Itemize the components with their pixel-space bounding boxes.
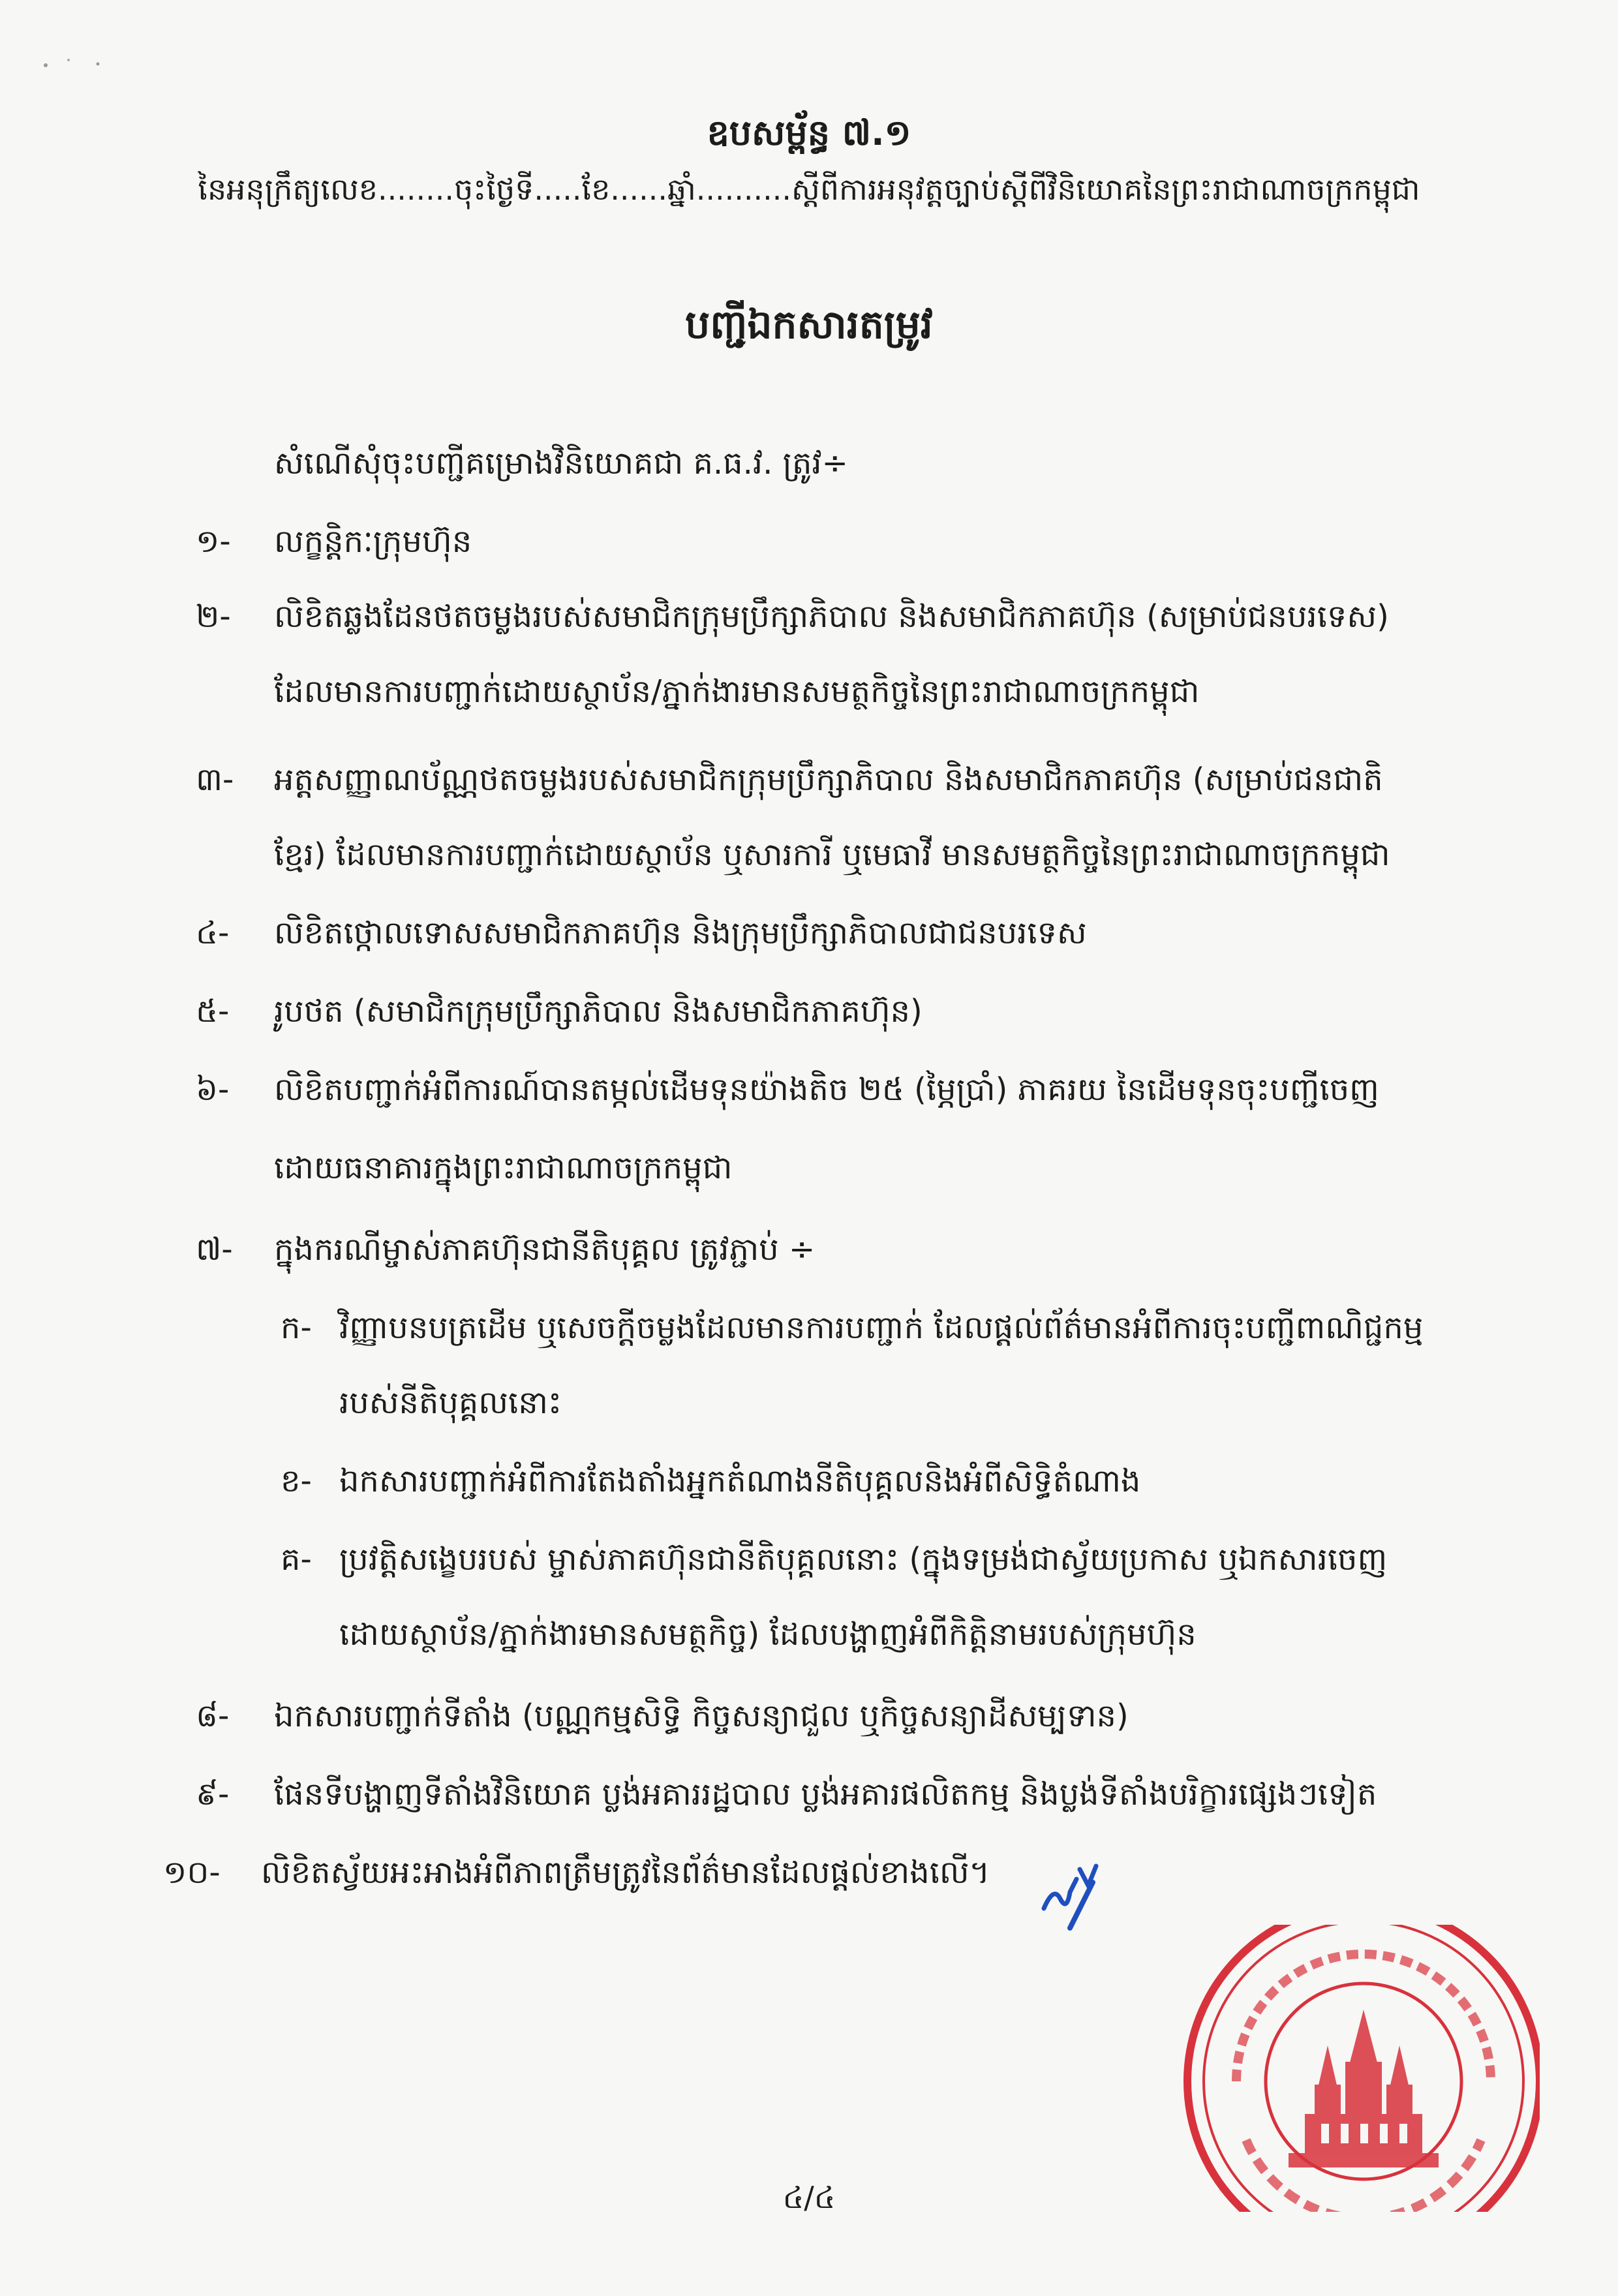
item-number: ៦- [196,1071,230,1108]
item-number: ១០- [163,1854,221,1891]
sub-item-number: ក- [281,1309,312,1346]
sub-item-number: គ- [281,1541,312,1578]
item-number: ២- [196,598,231,635]
item-text: លិខិតបញ្ជាក់អំពីការណ៍បានតម្កល់ដើមទុនយ៉ាងតិច ២៥ (ម្ភៃប្រាំ) ភាគរយ នៃដើមទុនចុះបញ្ជីចេញ [274,1071,1379,1108]
item-text: លិខិតថ្កោលទោសសមាជិកភាគហ៊ុន និងក្រុមប្រឹក្សាភិបាលជាជនបរទេស [274,915,1087,951]
item-text: ក្នុងករណីម្ចាស់ភាគហ៊ុនជានីតិបុគ្គល ត្រូវភ្ជាប់ ÷ [274,1231,816,1268]
item-number: ៨- [196,1698,230,1734]
item-text: អត្តសញ្ញាណប័ណ្ណថតចម្លងរបស់សមាជិកក្រុមប្រឹក្សាភិបាល និងសមាជិកភាគហ៊ុន (សម្រាប់ជនជាតិ [274,761,1383,798]
sub-item-text: ឯកសារបញ្ជាក់អំពីការតែងតាំងអ្នកតំណាងនីតិបុគ្គលនិងអំពីសិទ្ធិតំណាង [339,1463,1141,1499]
initial-signature [1031,1846,1122,1940]
item-text: ដោយធនាគារក្នុងព្រះរាជាណាចក្រកម្ពុជា [274,1150,733,1186]
item-number: ៧- [196,1231,233,1268]
item-number: ៩- [196,1776,230,1813]
sub-item-text: ដោយស្ថាប័ន/ភ្នាក់ងារមានសមត្ថកិច្ច) ដែលបង្ហាញអំពីកិត្តិនាមរបស់ក្រុមហ៊ុន [339,1616,1197,1653]
sub-item-text: របស់នីតិបុគ្គលនោះ [339,1385,562,1421]
item-number: ៥- [196,993,230,1030]
item-text: ផែនទីបង្ហាញទីតាំងវិនិយោគ ប្លង់អគាររដ្ឋបាល ប្លង់អគារផលិតកម្ម និងប្លង់ទីតាំងបរិក្ខារផ្សេងៗទៀត [274,1776,1377,1813]
item-number: ៤- [196,915,230,951]
item-number: ១- [196,523,231,560]
scan-speck [33,46,124,87]
item-number: ៣- [196,761,234,798]
annex-title: ឧបសម្ព័ន្ធ ៧.១ [707,112,911,153]
item-text: លិខិតស្វ័យអះអាងអំពីភាពត្រឹមត្រូវនៃព័ត៌មានដែលផ្តល់ខាងលើ។ [261,1854,990,1891]
item-text: ដែលមានការបញ្ជាក់ដោយស្ថាប័ន/ភ្នាក់ងារមានសមត្ថកិច្ចនៃព្រះរាជាណាចក្រកម្ពុជា [274,673,1200,710]
annex-subtitle: នៃអនុក្រឹត្យលេខ........ចុះថ្ងៃទី.....ខែ......ឆ្នាំ..........ស្តីពីការអនុវត្តច្បាប់ស្តីពីវិនិយោគនៃព្រះរាជាណាចក្រកម្ពុជា [198,172,1420,207]
item-text: ឯកសារបញ្ជាក់ទីតាំង (បណ្ណកម្មសិទ្ធិ កិច្ចសន្យាជួល ឬកិច្ចសន្យាដីសម្បទាន) [274,1698,1129,1734]
item-text: លិខិតឆ្លងដែនថតចម្លងរបស់សមាជិកក្រុមប្រឹក្សាភិបាល និងសមាជិកភាគហ៊ុន (សម្រាប់ជនបរទេស) [274,598,1389,635]
document-title: បញ្ជីឯកសារតម្រូវ [685,302,933,348]
sub-item-text: វិញ្ញាបនបត្រដើម ឬសេចក្តីចម្លងដែលមានការបញ្ជាក់ ដែលផ្តល់ព័ត៌មានអំពីការចុះបញ្ជីពាណិជ្ជកម្ម [339,1309,1424,1346]
item-text: រូបថត (សមាជិកក្រុមប្រឹក្សាភិបាល និងសមាជិកភាគហ៊ុន) [274,993,923,1030]
page-number: ៤/៤ [782,2180,836,2215]
item-text: លក្ខន្តិកៈក្រុមហ៊ុន [274,523,472,560]
item-text: ខ្មែរ) ដែលមានការបញ្ជាក់ដោយស្ថាប័ន ឬសារការី ឬមេធាវី មានសមត្ថកិច្ចនៃព្រះរាជាណាចក្រកម្ពុជា [274,836,1390,873]
sub-item-number: ខ- [281,1463,312,1499]
sub-item-text: ប្រវត្តិសង្ខេបរបស់ ម្ចាស់ភាគហ៊ុនជានីតិបុគ្គលនោះ (ក្នុងទម្រង់ជាស្វ័យប្រកាស ឬឯកសារចេញ [339,1541,1388,1578]
official-seal [1174,1925,1540,2214]
intro-text: សំណើសុំចុះបញ្ជីគម្រោងវិនិយោគជា គ.ធ.វ. ត្រូវ÷ [274,445,848,482]
